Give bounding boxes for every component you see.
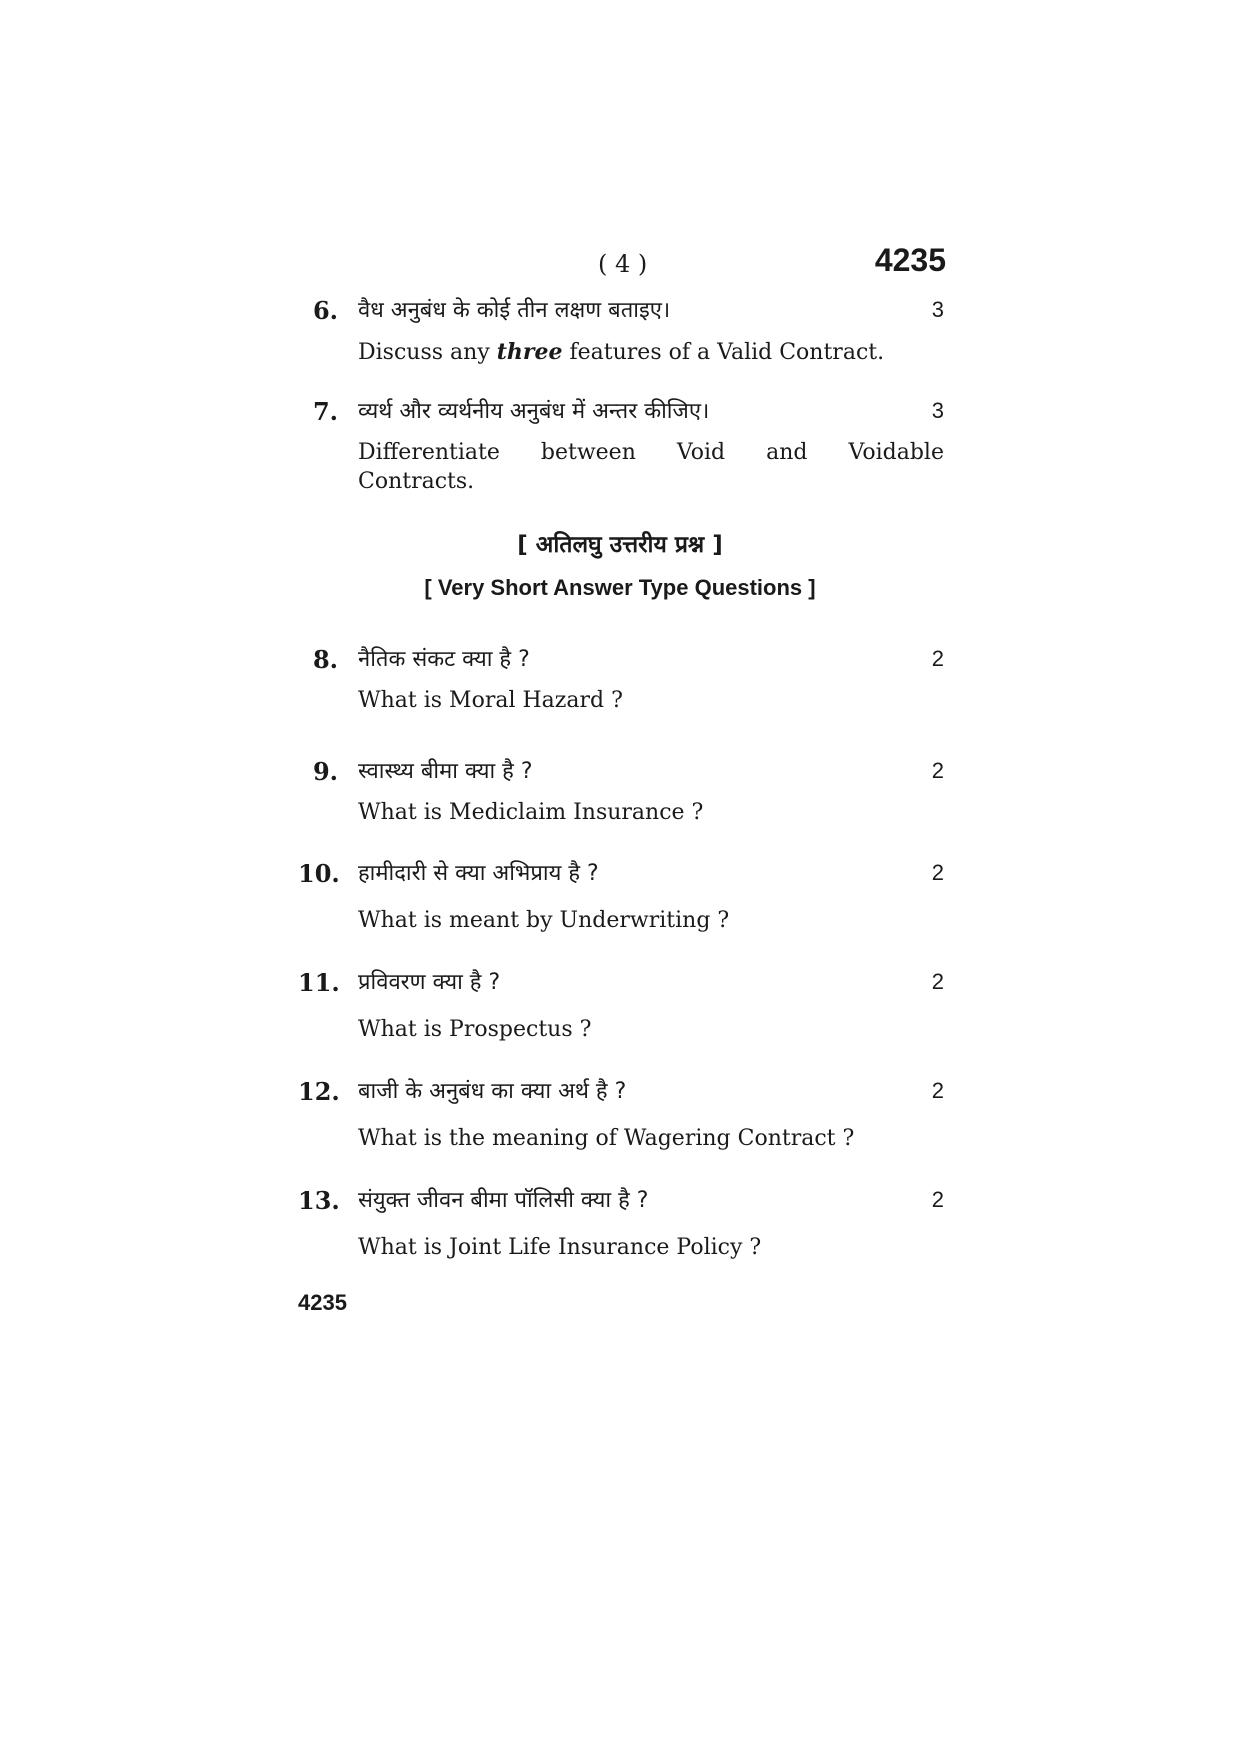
question-number: 13. <box>298 1186 340 1215</box>
question-marks: 2 <box>931 1187 944 1212</box>
question-hindi: नैतिक संकट क्या है ? <box>358 647 530 672</box>
question-number: 9. <box>312 757 338 786</box>
question-marks: 3 <box>931 398 944 423</box>
section-heading-hindi: [ अतिलघु उत्तरीय प्रश्न ] <box>517 532 723 558</box>
question-hindi: स्वास्थ्य बीमा क्या है ? <box>358 759 533 784</box>
question-hindi: संयुक्त जीवन बीमा पॉलिसी क्या है ? <box>358 1188 649 1213</box>
question-hindi: व्यर्थ और व्यर्थनीय अनुबंध में अन्तर कीजिए। <box>358 399 710 424</box>
question-english: What is Moral Hazard ? <box>358 688 623 713</box>
question-english-line-1: Differentiate between Void and Voidable <box>358 440 944 465</box>
paper-code-top: 4235 <box>874 242 946 278</box>
question-english: What is the meaning of Wagering Contract ? <box>358 1126 855 1151</box>
emphasis-word: three <box>496 339 563 365</box>
page-number: ( 4 ) <box>598 250 648 278</box>
question-number: 6. <box>312 296 338 325</box>
paper-code-footer: 4235 <box>298 1290 347 1315</box>
question-number: 8. <box>312 645 338 674</box>
question-marks: 2 <box>931 1078 944 1103</box>
question-marks: 2 <box>931 646 944 671</box>
question-english-line-2: Contracts. <box>358 469 475 494</box>
question-marks: 3 <box>931 297 944 322</box>
question-hindi: प्रविवरण क्या है ? <box>358 970 501 995</box>
question-english: Discuss any three features of a Valid Contract. <box>358 339 885 365</box>
section-heading-english: [ Very Short Answer Type Questions ] <box>424 575 816 600</box>
question-english: What is Prospectus ? <box>358 1017 592 1042</box>
question-number: 11. <box>298 968 340 997</box>
question-number: 12. <box>298 1077 340 1106</box>
question-marks: 2 <box>931 860 944 885</box>
question-number: 10. <box>298 859 340 888</box>
question-english: What is meant by Underwriting ? <box>358 908 730 933</box>
question-hindi: हामीदारी से क्या अभिप्राय है ? <box>358 861 599 886</box>
question-hindi: वैध अनुबंध के कोई तीन लक्षण बताइए। <box>358 298 671 323</box>
question-number: 7. <box>312 397 338 426</box>
question-english: What is Mediclaim Insurance ? <box>358 800 704 825</box>
question-marks: 2 <box>931 969 944 994</box>
question-hindi: बाजी के अनुबंध का क्या अर्थ है ? <box>358 1079 627 1104</box>
question-english: What is Joint Life Insurance Policy ? <box>358 1235 762 1260</box>
question-marks: 2 <box>931 758 944 783</box>
